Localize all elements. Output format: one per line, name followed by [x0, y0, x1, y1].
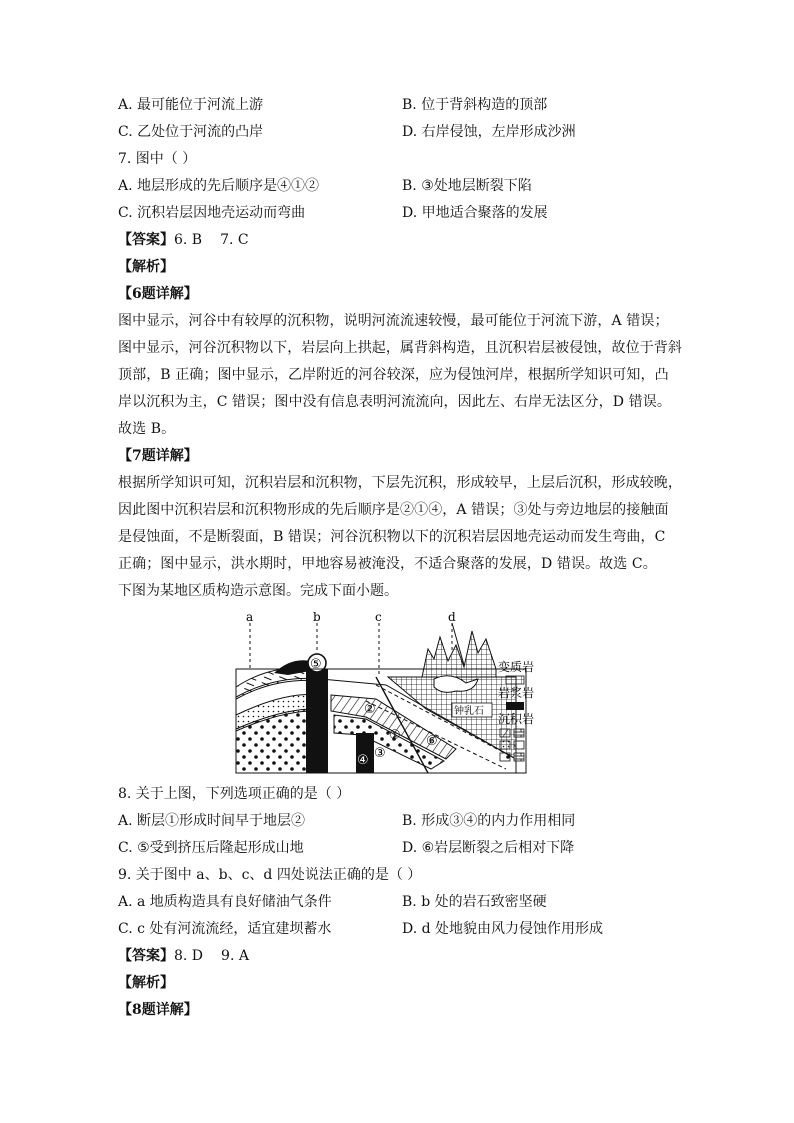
q8-detail-heading: 【8题详解】 — [118, 1002, 198, 1018]
q6-option-c: C. 乙处位于河流的凸岸 — [118, 124, 264, 140]
q6-detail-line: 图中显示，河谷沉积物以下，岩层向上拱起，属背斜构造，且沉积岩层被侵蚀，故位于背斜 — [118, 340, 682, 356]
q7-stem: 7. 图中（ ） — [118, 151, 197, 167]
q6-options-row2 — [118, 119, 678, 146]
q7-detail-line: 因此图中沉积岩层和沉积物形成的先后顺序是②①④，A 错误；③处与旁边地层的接触面 — [118, 502, 669, 518]
num-1: ① — [389, 728, 401, 743]
q8-options-row1 — [118, 808, 678, 835]
q6-option-a: A. 最可能位于河流上游 — [118, 97, 264, 113]
label-b: b — [313, 610, 321, 624]
label-a: a — [246, 610, 254, 624]
answer-line-1 — [118, 227, 678, 254]
legend-igneous: 岩浆岩 — [498, 686, 535, 700]
answer-6: 6. B — [174, 232, 203, 248]
q9-stem: 9. 关于图中 a、b、c、d 四处说法正确的是（ ） — [118, 867, 422, 883]
analysis-label: 【解析】 — [118, 259, 174, 275]
q6-detail-text — [118, 308, 682, 443]
q9-option-c: C. c 处有河流流经，适宜建坝蓄水 — [118, 921, 332, 937]
q9-option-a: A. a 地质构造具有良好储油气条件 — [118, 894, 332, 910]
q6-detail-line: 顶部，B 正确；图中显示，乙岸附近的河谷较深，应为侵蚀河岸，根据所学知识可知，凸 — [118, 367, 669, 383]
q7-detail-heading: 【7题详解】 — [118, 448, 198, 464]
q8-option-b: B. 形成③④的内力作用相同 — [402, 813, 576, 829]
q6-detail-line: 图中显示，河谷中有较厚的沉积物，说明河流流速较慢，最可能位于河流下游，A 错误； — [118, 313, 669, 329]
q7-detail-line: 正确；图中显示，洪水期时，甲地容易被淹没，不适合聚落的发展，D 错误。故选 C。 — [118, 556, 657, 572]
q7-option-c: C. 沉积岩层因地壳运动而弯曲 — [118, 205, 306, 221]
document-page — [118, 92, 682, 1024]
q8-stem: 8. 关于上图，下列选项正确的是（ ） — [118, 786, 351, 802]
num-2: ② — [364, 702, 376, 717]
q9-options-row2 — [118, 916, 678, 943]
geology-diagram — [216, 609, 546, 779]
mountains — [422, 631, 496, 677]
answer-9: 9. A — [221, 948, 249, 964]
q8-option-d: D. ⑥岩层断裂之后相对下降 — [402, 840, 575, 856]
q6-detail-heading: 【6题详解】 — [118, 286, 198, 302]
q7-detail-text — [118, 470, 682, 578]
answer-line-2 — [118, 943, 678, 970]
label-d: d — [448, 610, 456, 624]
num-3: ③ — [374, 746, 386, 761]
q7-detail-line: 根据所学知识可知，沉积岩层和沉积物，下层先沉积，形成较早，上层后沉积，形成较晚， — [118, 475, 682, 491]
q7-detail-line: 是侵蚀面，不是断裂面，B 错误；河谷沉积物以下的沉积岩层因地壳运动而发生弯曲，C — [118, 529, 666, 545]
q7-option-a: A. 地层形成的先后顺序是④①② — [118, 178, 320, 194]
q7-options-row1 — [118, 173, 678, 200]
q8-option-c: C. ⑤受到挤压后隆起形成山地 — [118, 840, 304, 856]
answer-label: 【答案】 — [118, 232, 174, 248]
num-6: ⑥ — [426, 734, 438, 749]
answer-7: 7. C — [220, 232, 249, 248]
cave-label: 钟乳石 — [454, 706, 484, 717]
q9-options-row1 — [118, 889, 678, 916]
q7-options-row2 — [118, 200, 678, 227]
geology-figure — [216, 609, 546, 779]
figure-intro: 下图为某地区质构造示意图。完成下面小题。 — [118, 583, 398, 599]
q6-detail-line: 岸以沉积为主，C 错误；图中没有信息表明河流流向，因此左、右岸无法区分，D 错误。 — [118, 394, 671, 410]
q7-option-b: B. ③处地层断裂下陷 — [402, 178, 532, 194]
analysis-label-2: 【解析】 — [118, 975, 174, 991]
label-c: c — [375, 610, 382, 624]
legend-sedimentary: 沉积岩 — [498, 712, 535, 726]
q6-detail-line: 故选 B。 — [118, 421, 176, 437]
q9-option-d: D. d 处地貌由风力侵蚀作用形成 — [402, 921, 604, 937]
q9-option-b: B. b 处的岩石致密坚硬 — [402, 894, 547, 910]
answer-label-2: 【答案】 — [118, 948, 174, 964]
num-5: ⑤ — [310, 657, 322, 672]
legend-metamorphic: 变质岩 — [498, 660, 535, 674]
q6-option-b: B. 位于背斜构造的顶部 — [402, 97, 548, 113]
answer-8: 8. D — [174, 948, 204, 964]
magma-column — [306, 669, 328, 773]
num-4: ④ — [357, 753, 369, 768]
q6-option-d: D. 右岸侵蚀，左岸形成沙洲 — [402, 124, 576, 140]
q8-options-row2 — [118, 835, 678, 862]
q7-option-d: D. 甲地适合聚落的发展 — [402, 205, 548, 221]
q8-option-a: A. 断层①形成时间早于地层② — [118, 813, 306, 829]
q6-options-row1 — [118, 92, 678, 119]
